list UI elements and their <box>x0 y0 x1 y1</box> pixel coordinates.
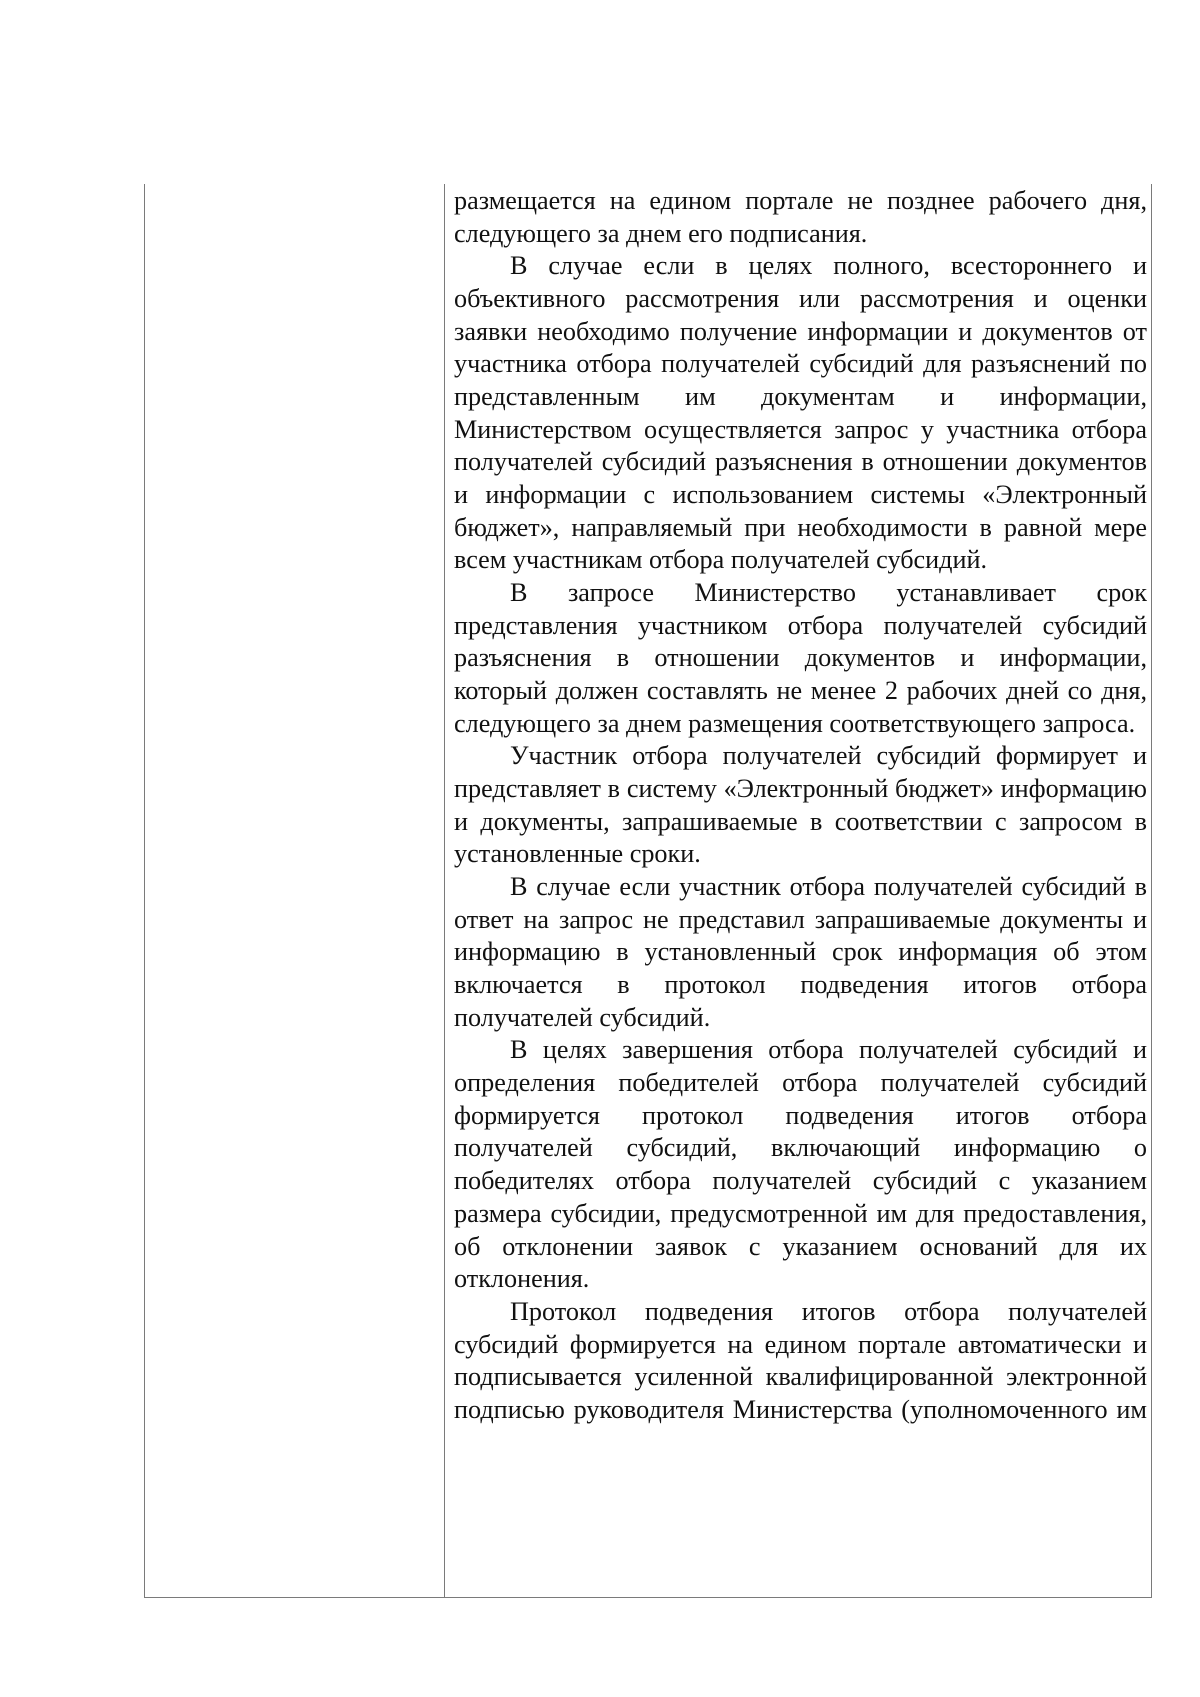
paragraph-continued: Протокол подведения итогов отбора получателей субсидий формируется на едином портале автоматически и подписывается усиленной квалифицированной электронной подписью руководителя Министерства (уполномоченного им <box>454 1296 1147 1424</box>
paragraph: размещается на едином портале не позднее рабочего дня, следующего за днем его подписания. <box>454 186 1147 248</box>
paragraph: В случае если участник отбора получателей субсидий в ответ на запрос не представил запрашиваемые документы и информацию в установленный срок информация об этом включается в протокол подведения итогов отбора получателей субсидий. <box>454 872 1147 1032</box>
column-divider <box>444 184 445 1597</box>
paragraph: В целях завершения отбора получателей субсидий и определения победителей отбора получателей субсидий формируется протокол подведения итогов отбора получателей субсидий, включающий информацию о победителях отбора получателей субсидий с указанием размера субсидии, предусмотренной им для предоставления, об отклонении заявок с указанием оснований для их отклонения. <box>454 1035 1147 1294</box>
table-right-cell <box>454 185 1147 1597</box>
table-left-cell <box>145 184 444 1597</box>
document-table <box>144 184 1152 1598</box>
paragraph: В случае если в целях полного, всестороннего и объективного рассмотрения или рассмотрения и оценки заявки необходимо получение информации и документов от участника отбора получателей субсидий для разъяснений по представленным им документам и информации, Министерством осуществляется запрос у участника отбора получателей субсидий разъяснения в отношении документов и информации с использованием системы «Электронный бюджет», направляемый при необходимости в равной мере всем участникам отбора получателей субсидий. <box>454 251 1147 575</box>
paragraph: В запросе Министерство устанавливает срок представления участником отбора получателей субсидий разъяснения в отношении документов и информации, который должен составлять не менее 2 рабочих дней со дня, следующего за днем размещения соответствующего запроса. <box>454 578 1147 738</box>
paragraph: Участник отбора получателей субсидий формирует и представляет в систему «Электронный бюджет» информацию и документы, запрашиваемые в соответствии с запросом в установленные сроки. <box>454 741 1147 869</box>
